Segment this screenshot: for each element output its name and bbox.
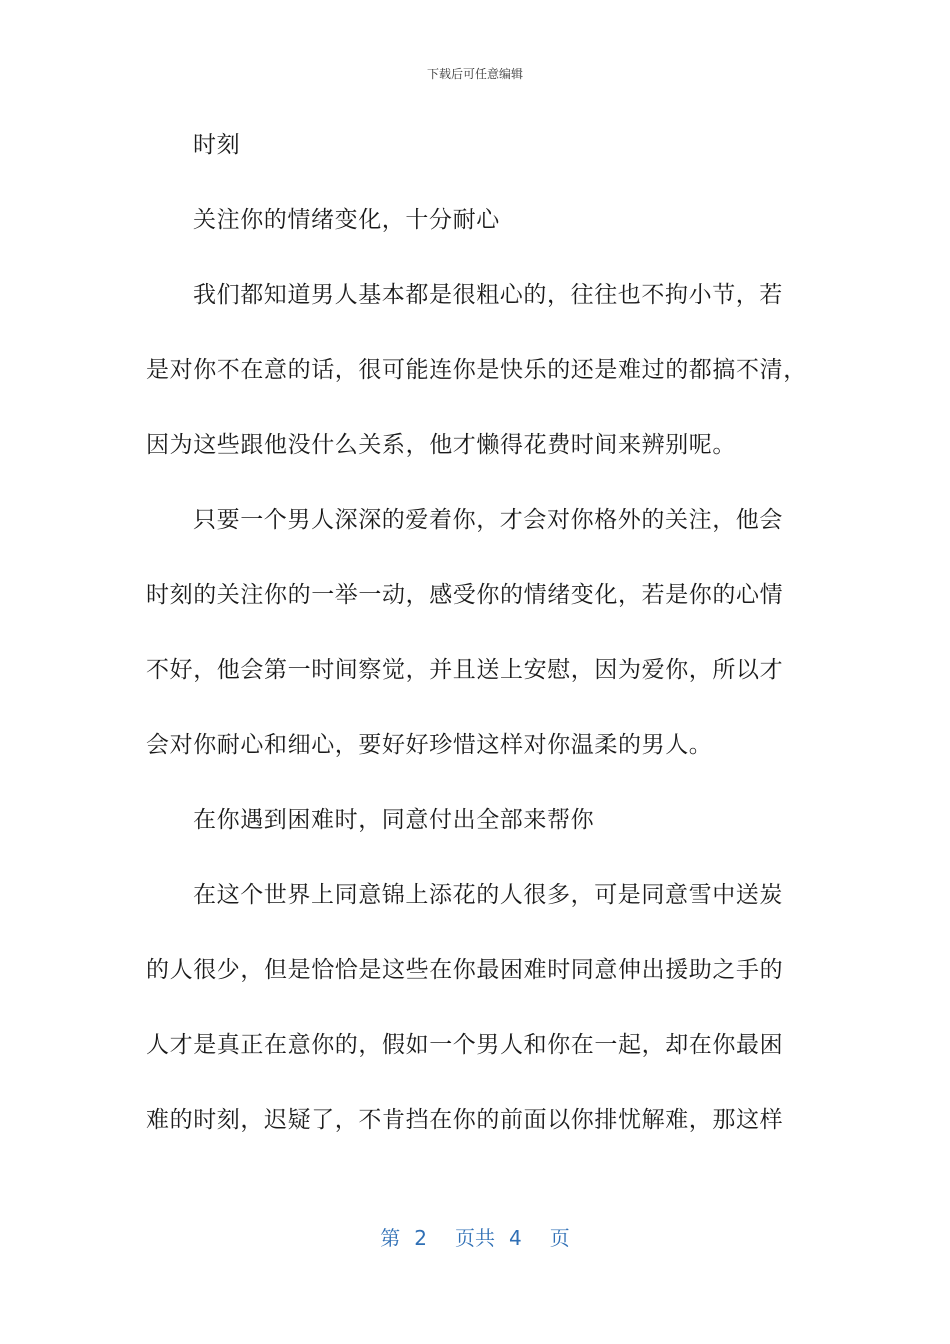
current-page-number: 2 [414,1226,427,1250]
body-line-4: 是对你不在意的话，很可能连你是快乐的还是难过的都搞不清， [146,357,807,383]
page-footer [0,1224,950,1252]
total-pages-number: 4 [509,1226,522,1250]
body-line-1: 时刻 [193,132,241,158]
page-prefix: 第 [380,1226,401,1250]
body-line-3: 我们都知道男人基本都是很粗心的，往往也不拘小节，若 [193,282,783,308]
body-line-13: 人才是真正在意你的，假如一个男人和你在一起，却在你最困 [146,1032,784,1058]
section-heading: 在你遇到困难时，同意付出全部来帮你 [193,807,595,833]
page-mid: 页共 [455,1226,495,1250]
body-line-7: 时刻的关注你的一举一动，感受你的情绪变化，若是你的心情 [146,582,784,608]
page-suffix: 页 [549,1226,570,1250]
body-line-14: 难的时刻，迟疑了，不肯挡在你的前面以你排忧解难，那这样 [146,1107,784,1133]
body-line-8: 不好，他会第一时间察觉，并且送上安慰，因为爱你，所以才 [146,657,784,683]
body-line-11: 在这个世界上同意锦上添花的人很多，可是同意雪中送炭 [193,882,783,908]
body-line-5: 因为这些跟他没什么关系，他才懒得花费时间来辨别呢。 [146,432,736,458]
section-heading: 关注你的情绪变化，十分耐心 [193,207,500,233]
body-line-12: 的人很少，但是恰恰是这些在你最困难时同意伸出援助之手的 [146,957,784,983]
document-body [146,120,806,1170]
page-header: 下载后可任意编辑 [426,67,523,81]
body-line-9: 会对你耐心和细心，要好好珍惜这样对你温柔的男人。 [146,732,713,758]
body-line-6: 只要一个男人深深的爱着你，才会对你格外的关注，他会 [193,507,783,533]
